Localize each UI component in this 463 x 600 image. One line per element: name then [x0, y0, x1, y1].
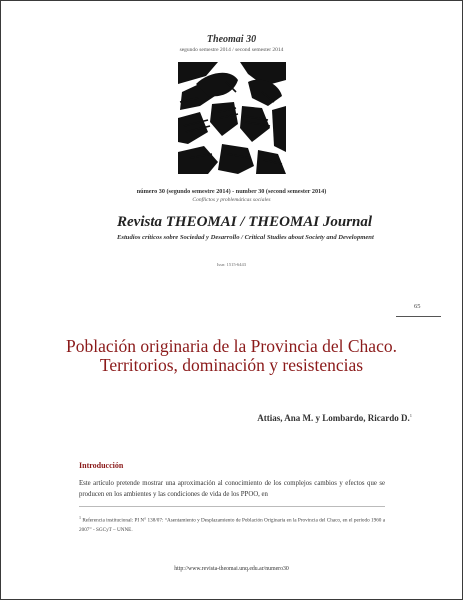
- author-footnote-mark: 1: [409, 413, 412, 418]
- semester-line: segundo semestre 2014 / second semester 2014: [179, 47, 284, 53]
- footnote-text: Referencia institucional: PI N° 138/07: “Asentamiento y Desplazamiento de Población Originaria en la Provincia del Chaco, en el período 1960 a 2007” - SGCyT – UNNE.: [79, 517, 385, 533]
- page-number: 65: [414, 303, 421, 310]
- issn: Issn: 1515-6443: [216, 262, 247, 267]
- article-authors: [222, 413, 412, 423]
- journal-issue-header: Theomai 30: [206, 34, 257, 45]
- footnote-mark: 1: [79, 515, 81, 520]
- footer-url[interactable]: http://www.revista-theomai.unq.edu.ar/numero30: [174, 566, 289, 572]
- footnote-rule: [79, 506, 385, 507]
- issue-topic: Conflictos y problemáticas sociales: [192, 197, 271, 203]
- authors-text: Attias, Ana M. y Lombardo, Ricardo D.: [257, 413, 410, 423]
- body-paragraph: Este artículo pretende mostrar una aproximación al conocimiento de los complejos cambios y efectos que se producen en los ambientes y las condiciones de vida de los PPOO, en: [79, 480, 385, 498]
- page-number-rule: [396, 316, 441, 317]
- woodcut-illustration: [178, 62, 286, 174]
- issue-line: número 30 (segundo semestre 2014) - number 30 (second semester 2014): [136, 188, 327, 195]
- journal-title: Revista THEOMAI / THEOMAI Journal: [117, 214, 373, 230]
- article-title: Población originaria de la Provincia del Chaco. Territorios, dominación y resistencias: [66, 336, 397, 375]
- journal-subtitle: Estudios críticos sobre Sociedad y Desarrollo / Critical Studies about Society and Development: [117, 234, 374, 241]
- footnote: [79, 513, 385, 535]
- section-heading: Introducción: [79, 461, 124, 470]
